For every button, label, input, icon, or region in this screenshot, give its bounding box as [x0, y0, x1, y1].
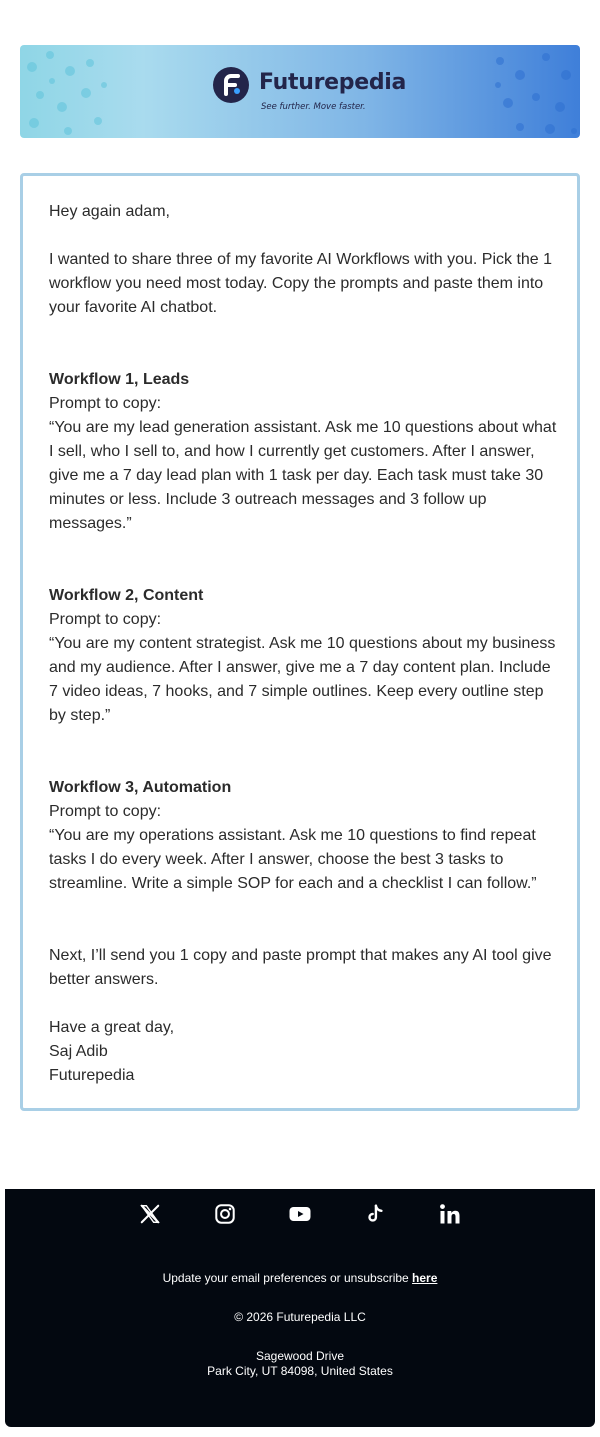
- workflow-prompt: “You are my content strategist. Ask me 10 questions about my business and my audience. After I answer, give me a 7 day content plan. Include 7 video ideas, 7 hooks, and 7 simple outlines. Keep every outline step by step.”: [49, 635, 556, 724]
- address-line-1: Sagewood Drive: [255, 1349, 345, 1363]
- decorative-pattern-right: [490, 45, 580, 138]
- email-body: [49, 200, 557, 1088]
- tiktok-icon[interactable]: [362, 1201, 388, 1227]
- address-line-2: Park City, UT 84098, United States: [207, 1364, 393, 1378]
- intro-text: I wanted to share three of my favorite AI Workflows with you. Pick the 1 workflow you need most today. Copy the prompts and paste them into your favorite AI chatbot.: [49, 251, 553, 316]
- next-note: Next, I’ll send you 1 copy and paste prompt that makes any AI tool give better answers.: [49, 947, 552, 988]
- signoff: Have a great day,: [49, 1019, 175, 1036]
- futurepedia-logo-icon: [213, 67, 249, 103]
- workflow-prompt: “You are my operations assistant. Ask me 10 questions to find repeat tasks I do every week. After I answer, choose the best 3 tasks to streamline. Write a simple SOP for each and a checklist I can follow.”: [49, 827, 537, 892]
- preferences-label: Update your email preferences or unsubscribe: [162, 1271, 413, 1285]
- youtube-icon[interactable]: [287, 1201, 313, 1227]
- workflow-prompt: “You are my lead generation assistant. Ask me 10 questions about what I sell, who I sell to, and how I currently get customers. After I answer, give me a 7 day lead plan with 1 task per day. Each task must take 30 minutes or less. Include 3 outreach messages and 3 follow up messages.”: [49, 419, 557, 532]
- copyright: © 2026 Futurepedia LLC: [234, 1310, 366, 1324]
- greeting: Hey again adam,: [49, 203, 170, 220]
- prompt-label: Prompt to copy:: [49, 611, 162, 628]
- brand-name: Futurepedia: [259, 70, 407, 95]
- header-banner: [20, 45, 580, 138]
- sender-company: Futurepedia: [49, 1067, 135, 1084]
- instagram-icon[interactable]: [212, 1201, 238, 1227]
- linkedin-icon[interactable]: [437, 1201, 463, 1227]
- workflow-title: Workflow 2, Content: [49, 587, 204, 604]
- workflow-title: Workflow 3, Automation: [49, 779, 232, 796]
- email-footer: [5, 1189, 595, 1427]
- brand-tagline: See further. Move faster.: [261, 102, 366, 112]
- brand-logo[interactable]: [213, 67, 407, 115]
- unsubscribe-link[interactable]: here: [412, 1271, 438, 1285]
- prompt-label: Prompt to copy:: [49, 803, 162, 820]
- prompt-label: Prompt to copy:: [49, 395, 162, 412]
- workflow-title: Workflow 1, Leads: [49, 371, 190, 388]
- decorative-pattern-left: [20, 45, 110, 138]
- preferences-text: [5, 1271, 595, 1286]
- sender-name: Saj Adib: [49, 1043, 108, 1060]
- email-card: [20, 173, 580, 1111]
- x-icon[interactable]: [137, 1201, 163, 1227]
